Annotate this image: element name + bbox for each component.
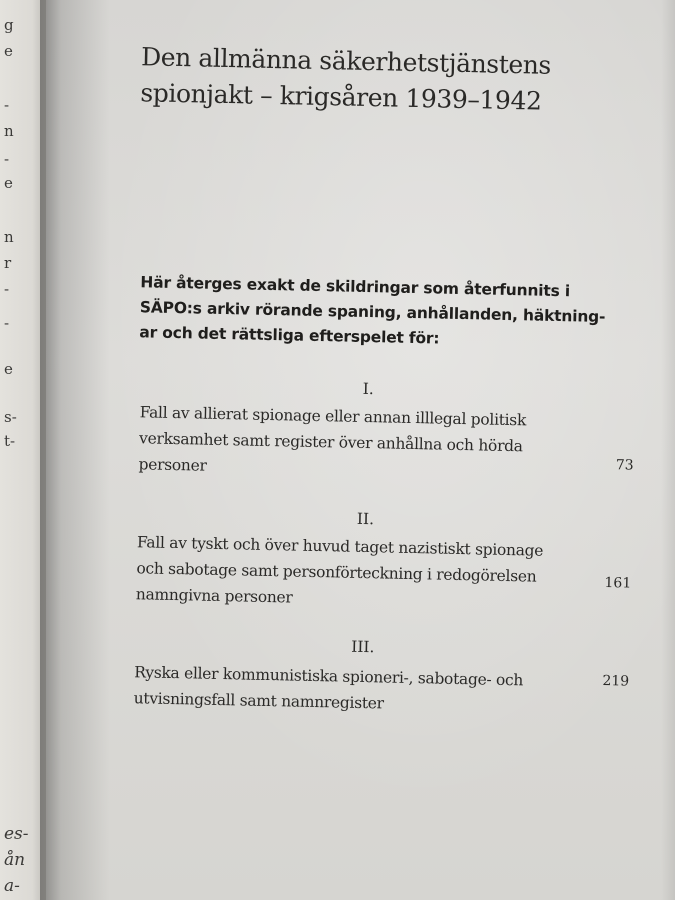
page-number-1: 73 [615, 457, 634, 474]
chapter-heading-line: spionjakt – krigsåren 1939–1942 [140, 78, 542, 116]
chapter-heading [140, 39, 611, 121]
left-page-fragment: es- [4, 824, 29, 844]
entry-line: personer [138, 455, 207, 475]
page-content [36, 0, 675, 900]
left-page-fragment: e [4, 360, 13, 378]
left-page-fragment: n [4, 228, 14, 246]
left-page-fragment: t- [4, 432, 16, 450]
left-page-fragment: n [4, 122, 14, 140]
entry-line: Fall av tyskt och över huvud taget nazistiskt spionage [136, 533, 544, 560]
intro-line: ar och det rättsliga efterspelet för: [139, 323, 440, 348]
left-page-fragment: e [4, 42, 13, 60]
left-page-fragment: r [4, 254, 12, 272]
intro-paragraph [139, 270, 640, 355]
intro-line: SÄPO:s arkiv rörande spaning, anhållanden, häktning- [139, 298, 606, 326]
entry-line: namngivna personer [135, 585, 293, 607]
entry-line: verksamhet samt register över anhållna och hörda [138, 429, 523, 456]
contents-page [46, 0, 675, 900]
entry-line: Fall av allierat spionage eller annan illlegal politisk [139, 403, 527, 430]
chapter-heading-line: Den allmänna säkerhetstjänstens [140, 42, 552, 80]
section-entry-2 [136, 529, 608, 617]
intro-line: Här återges exakt de skildringar som återfunnits i [140, 273, 571, 301]
section-entry-3 [133, 659, 604, 721]
entry-line: och sabotage samt personförteckning i redogörelsen [136, 559, 537, 586]
section-numeral-1: I. [362, 379, 374, 399]
section-entry-1 [138, 399, 610, 487]
entry-line: utvisningsfall samt namnregister [133, 689, 384, 713]
left-page-fragment: g [4, 16, 14, 34]
left-page-fragment: ån [4, 850, 26, 870]
left-page-fragment: - [4, 280, 10, 298]
page-number-2: 161 [604, 575, 632, 592]
left-page-fragment: e [4, 174, 13, 192]
section-numeral-2: II. [356, 509, 375, 529]
entry-line: Ryska eller kommunistiska spioneri-, sabotage- och [134, 663, 524, 690]
left-page-fragment: - [4, 314, 10, 332]
section-numeral-3: III. [350, 637, 375, 657]
left-page-fragment: - [4, 96, 10, 114]
left-page-fragment: - [4, 150, 10, 168]
page-number-3: 219 [602, 673, 630, 690]
left-page-fragment: a- [4, 876, 20, 896]
left-page-fragment: s- [4, 408, 17, 426]
